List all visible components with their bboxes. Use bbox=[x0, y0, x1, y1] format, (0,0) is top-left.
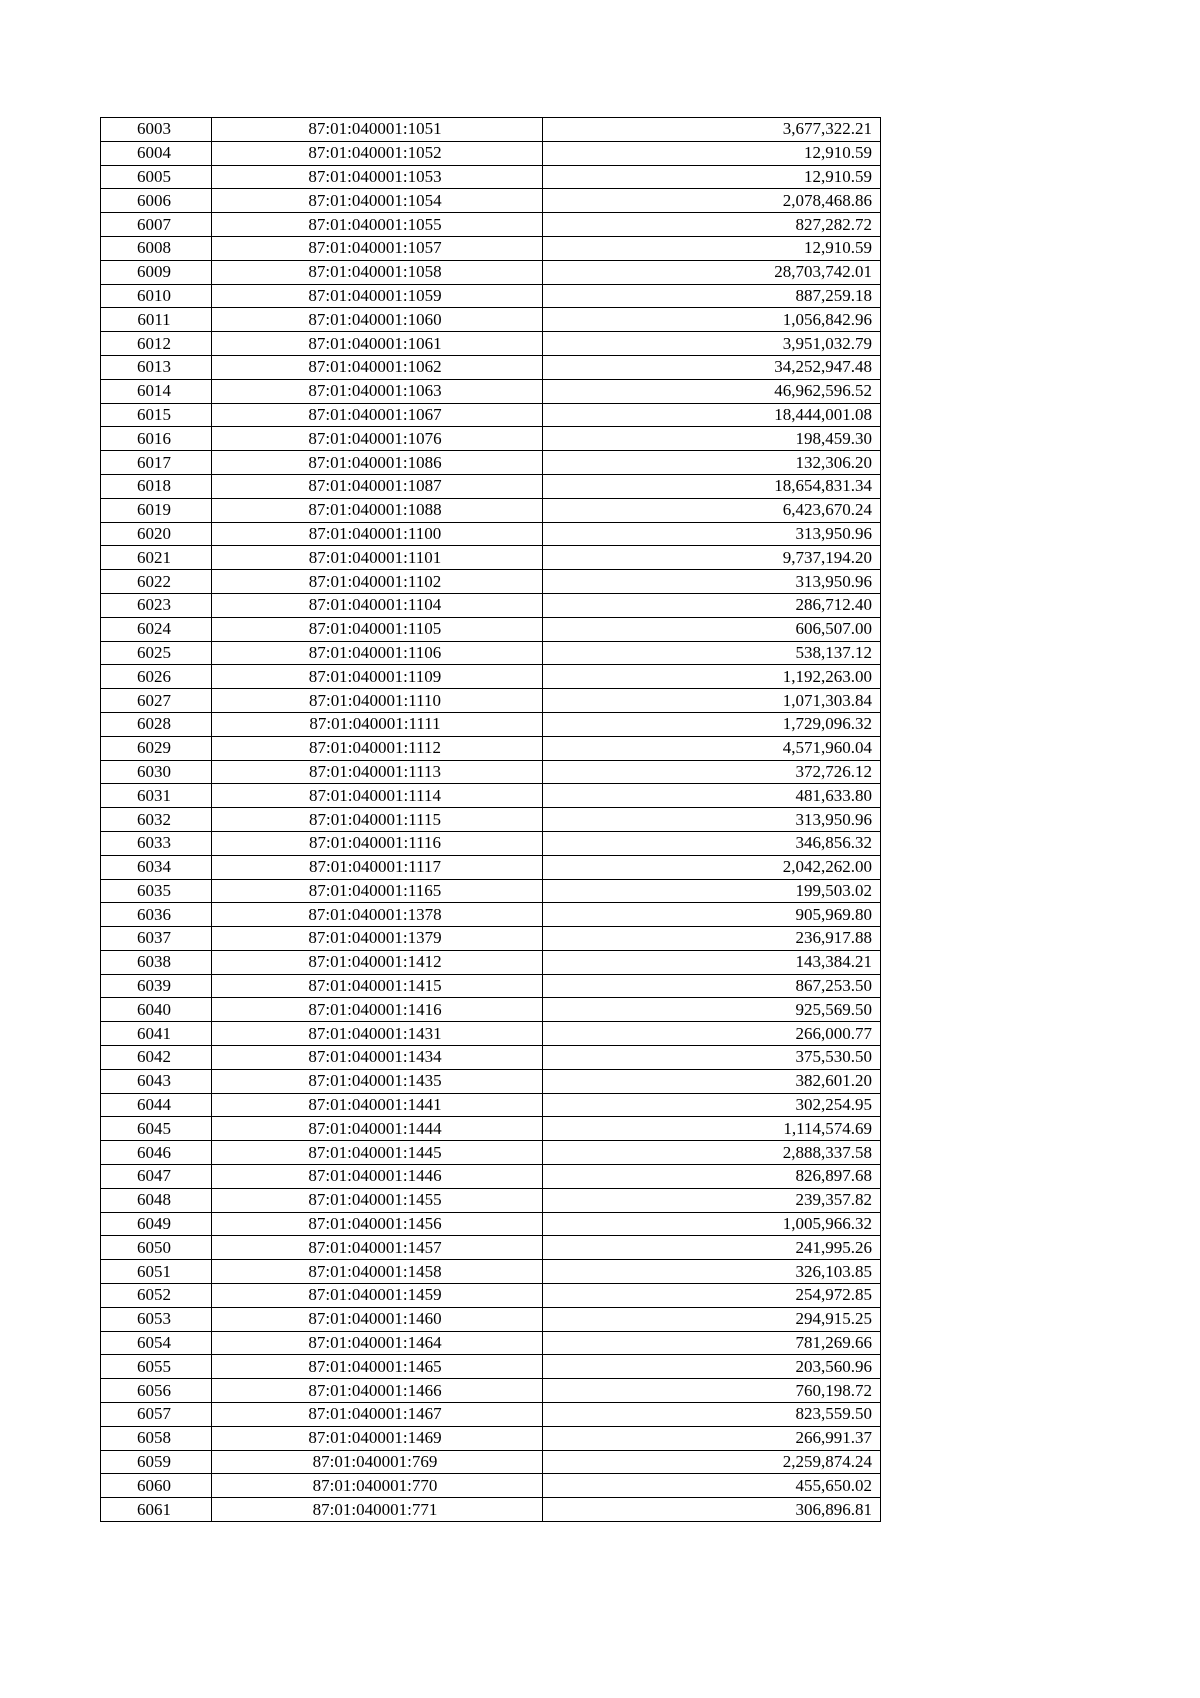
value-cell: 326,103.85 bbox=[543, 1260, 881, 1284]
table-row bbox=[101, 879, 881, 903]
row-number-cell: 6025 bbox=[101, 641, 212, 665]
value-cell: 286,712.40 bbox=[543, 593, 881, 617]
table-row bbox=[101, 808, 881, 832]
table-row bbox=[101, 903, 881, 927]
table-row bbox=[101, 617, 881, 641]
row-number-cell: 6035 bbox=[101, 879, 212, 903]
row-number-cell: 6006 bbox=[101, 189, 212, 213]
row-number-cell: 6055 bbox=[101, 1355, 212, 1379]
value-cell: 827,282.72 bbox=[543, 213, 881, 237]
value-cell: 606,507.00 bbox=[543, 617, 881, 641]
value-cell: 132,306.20 bbox=[543, 451, 881, 475]
table-row bbox=[101, 1355, 881, 1379]
value-cell: 241,995.26 bbox=[543, 1236, 881, 1260]
cadastral-number-cell: 87:01:040001:1058 bbox=[212, 260, 543, 284]
row-number-cell: 6003 bbox=[101, 118, 212, 142]
value-cell: 306,896.81 bbox=[543, 1498, 881, 1522]
table-row bbox=[101, 379, 881, 403]
table-row bbox=[101, 1165, 881, 1189]
cadastral-number-cell: 87:01:040001:1458 bbox=[212, 1260, 543, 1284]
cadastral-number-cell: 87:01:040001:1100 bbox=[212, 522, 543, 546]
value-cell: 1,071,303.84 bbox=[543, 689, 881, 713]
cadastral-number-cell: 87:01:040001:1104 bbox=[212, 593, 543, 617]
cadastral-number-cell: 87:01:040001:769 bbox=[212, 1450, 543, 1474]
row-number-cell: 6020 bbox=[101, 522, 212, 546]
cadastral-number-cell: 87:01:040001:1117 bbox=[212, 855, 543, 879]
table-row bbox=[101, 308, 881, 332]
cadastral-number-cell: 87:01:040001:1460 bbox=[212, 1307, 543, 1331]
row-number-cell: 6029 bbox=[101, 736, 212, 760]
table-row bbox=[101, 1498, 881, 1522]
row-number-cell: 6039 bbox=[101, 974, 212, 998]
value-cell: 826,897.68 bbox=[543, 1165, 881, 1189]
table-row bbox=[101, 332, 881, 356]
row-number-cell: 6045 bbox=[101, 1117, 212, 1141]
value-cell: 12,910.59 bbox=[543, 141, 881, 165]
value-cell: 455,650.02 bbox=[543, 1474, 881, 1498]
table-row bbox=[101, 1093, 881, 1117]
table-row bbox=[101, 689, 881, 713]
row-number-cell: 6041 bbox=[101, 1022, 212, 1046]
value-cell: 143,384.21 bbox=[543, 950, 881, 974]
value-cell: 266,000.77 bbox=[543, 1022, 881, 1046]
row-number-cell: 6004 bbox=[101, 141, 212, 165]
table-row bbox=[101, 736, 881, 760]
cadastral-number-cell: 87:01:040001:1109 bbox=[212, 665, 543, 689]
value-cell: 4,571,960.04 bbox=[543, 736, 881, 760]
value-cell: 18,444,001.08 bbox=[543, 403, 881, 427]
cadastral-number-cell: 87:01:040001:1431 bbox=[212, 1022, 543, 1046]
value-cell: 199,503.02 bbox=[543, 879, 881, 903]
cadastral-number-cell: 87:01:040001:1116 bbox=[212, 831, 543, 855]
value-cell: 823,559.50 bbox=[543, 1403, 881, 1427]
table-row bbox=[101, 1236, 881, 1260]
cadastral-number-cell: 87:01:040001:1434 bbox=[212, 1046, 543, 1070]
value-cell: 925,569.50 bbox=[543, 998, 881, 1022]
table-row bbox=[101, 189, 881, 213]
cadastral-number-cell: 87:01:040001:1054 bbox=[212, 189, 543, 213]
row-number-cell: 6047 bbox=[101, 1165, 212, 1189]
table-row bbox=[101, 355, 881, 379]
cadastral-number-cell: 87:01:040001:1444 bbox=[212, 1117, 543, 1141]
cadastral-number-cell: 87:01:040001:1062 bbox=[212, 355, 543, 379]
value-cell: 34,252,947.48 bbox=[543, 355, 881, 379]
value-cell: 887,259.18 bbox=[543, 284, 881, 308]
cadastral-number-cell: 87:01:040001:1455 bbox=[212, 1188, 543, 1212]
cadastral-value-table bbox=[100, 117, 881, 1522]
cadastral-number-cell: 87:01:040001:1435 bbox=[212, 1069, 543, 1093]
table-row bbox=[101, 784, 881, 808]
value-cell: 760,198.72 bbox=[543, 1379, 881, 1403]
cadastral-number-cell: 87:01:040001:1067 bbox=[212, 403, 543, 427]
value-cell: 3,951,032.79 bbox=[543, 332, 881, 356]
value-cell: 2,888,337.58 bbox=[543, 1141, 881, 1165]
cadastral-number-cell: 87:01:040001:1061 bbox=[212, 332, 543, 356]
table-row bbox=[101, 260, 881, 284]
cadastral-number-cell: 87:01:040001:1378 bbox=[212, 903, 543, 927]
value-cell: 382,601.20 bbox=[543, 1069, 881, 1093]
value-cell: 294,915.25 bbox=[543, 1307, 881, 1331]
row-number-cell: 6027 bbox=[101, 689, 212, 713]
row-number-cell: 6033 bbox=[101, 831, 212, 855]
row-number-cell: 6032 bbox=[101, 808, 212, 832]
row-number-cell: 6018 bbox=[101, 474, 212, 498]
table-row bbox=[101, 950, 881, 974]
table-row bbox=[101, 1403, 881, 1427]
value-cell: 266,991.37 bbox=[543, 1426, 881, 1450]
table-row bbox=[101, 665, 881, 689]
row-number-cell: 6054 bbox=[101, 1331, 212, 1355]
cadastral-number-cell: 87:01:040001:1412 bbox=[212, 950, 543, 974]
table-row bbox=[101, 1212, 881, 1236]
cadastral-number-cell: 87:01:040001:1086 bbox=[212, 451, 543, 475]
cadastral-number-cell: 87:01:040001:1465 bbox=[212, 1355, 543, 1379]
row-number-cell: 6026 bbox=[101, 665, 212, 689]
cadastral-number-cell: 87:01:040001:770 bbox=[212, 1474, 543, 1498]
cadastral-number-cell: 87:01:040001:1101 bbox=[212, 546, 543, 570]
cadastral-number-cell: 87:01:040001:1165 bbox=[212, 879, 543, 903]
table-row bbox=[101, 712, 881, 736]
cadastral-number-cell: 87:01:040001:1441 bbox=[212, 1093, 543, 1117]
cadastral-number-cell: 87:01:040001:1076 bbox=[212, 427, 543, 451]
table-row bbox=[101, 165, 881, 189]
cadastral-number-cell: 87:01:040001:1053 bbox=[212, 165, 543, 189]
table-row bbox=[101, 1188, 881, 1212]
value-cell: 1,005,966.32 bbox=[543, 1212, 881, 1236]
value-cell: 28,703,742.01 bbox=[543, 260, 881, 284]
cadastral-number-cell: 87:01:040001:1415 bbox=[212, 974, 543, 998]
value-cell: 18,654,831.34 bbox=[543, 474, 881, 498]
value-cell: 3,677,322.21 bbox=[543, 118, 881, 142]
row-number-cell: 6007 bbox=[101, 213, 212, 237]
table-row bbox=[101, 998, 881, 1022]
table-row bbox=[101, 974, 881, 998]
row-number-cell: 6058 bbox=[101, 1426, 212, 1450]
value-cell: 1,056,842.96 bbox=[543, 308, 881, 332]
row-number-cell: 6036 bbox=[101, 903, 212, 927]
row-number-cell: 6059 bbox=[101, 1450, 212, 1474]
value-cell: 313,950.96 bbox=[543, 808, 881, 832]
value-cell: 905,969.80 bbox=[543, 903, 881, 927]
table-row bbox=[101, 1117, 881, 1141]
row-number-cell: 6010 bbox=[101, 284, 212, 308]
cadastral-number-cell: 87:01:040001:1051 bbox=[212, 118, 543, 142]
value-cell: 1,114,574.69 bbox=[543, 1117, 881, 1141]
table-row bbox=[101, 855, 881, 879]
table-row bbox=[101, 522, 881, 546]
cadastral-number-cell: 87:01:040001:1446 bbox=[212, 1165, 543, 1189]
row-number-cell: 6051 bbox=[101, 1260, 212, 1284]
cadastral-number-cell: 87:01:040001:1063 bbox=[212, 379, 543, 403]
row-number-cell: 6016 bbox=[101, 427, 212, 451]
row-number-cell: 6017 bbox=[101, 451, 212, 475]
row-number-cell: 6043 bbox=[101, 1069, 212, 1093]
table-row bbox=[101, 1141, 881, 1165]
cadastral-number-cell: 87:01:040001:1113 bbox=[212, 760, 543, 784]
cadastral-number-cell: 87:01:040001:1464 bbox=[212, 1331, 543, 1355]
value-cell: 203,560.96 bbox=[543, 1355, 881, 1379]
value-cell: 1,729,096.32 bbox=[543, 712, 881, 736]
value-cell: 12,910.59 bbox=[543, 165, 881, 189]
value-cell: 313,950.96 bbox=[543, 522, 881, 546]
value-cell: 781,269.66 bbox=[543, 1331, 881, 1355]
cadastral-number-cell: 87:01:040001:771 bbox=[212, 1498, 543, 1522]
table-row bbox=[101, 284, 881, 308]
value-cell: 375,530.50 bbox=[543, 1046, 881, 1070]
cadastral-number-cell: 87:01:040001:1060 bbox=[212, 308, 543, 332]
table-row bbox=[101, 927, 881, 951]
value-cell: 2,042,262.00 bbox=[543, 855, 881, 879]
cadastral-number-cell: 87:01:040001:1110 bbox=[212, 689, 543, 713]
table-row bbox=[101, 474, 881, 498]
row-number-cell: 6060 bbox=[101, 1474, 212, 1498]
table-row bbox=[101, 498, 881, 522]
value-cell: 46,962,596.52 bbox=[543, 379, 881, 403]
table-row bbox=[101, 1069, 881, 1093]
cadastral-number-cell: 87:01:040001:1102 bbox=[212, 570, 543, 594]
cadastral-number-cell: 87:01:040001:1114 bbox=[212, 784, 543, 808]
row-number-cell: 6034 bbox=[101, 855, 212, 879]
table-row bbox=[101, 760, 881, 784]
row-number-cell: 6012 bbox=[101, 332, 212, 356]
row-number-cell: 6053 bbox=[101, 1307, 212, 1331]
row-number-cell: 6021 bbox=[101, 546, 212, 570]
row-number-cell: 6031 bbox=[101, 784, 212, 808]
table-row bbox=[101, 213, 881, 237]
value-cell: 372,726.12 bbox=[543, 760, 881, 784]
row-number-cell: 6052 bbox=[101, 1284, 212, 1308]
cadastral-number-cell: 87:01:040001:1111 bbox=[212, 712, 543, 736]
row-number-cell: 6024 bbox=[101, 617, 212, 641]
row-number-cell: 6037 bbox=[101, 927, 212, 951]
row-number-cell: 6049 bbox=[101, 1212, 212, 1236]
row-number-cell: 6046 bbox=[101, 1141, 212, 1165]
value-cell: 481,633.80 bbox=[543, 784, 881, 808]
cadastral-number-cell: 87:01:040001:1467 bbox=[212, 1403, 543, 1427]
row-number-cell: 6061 bbox=[101, 1498, 212, 1522]
table-row bbox=[101, 1260, 881, 1284]
row-number-cell: 6013 bbox=[101, 355, 212, 379]
cadastral-number-cell: 87:01:040001:1115 bbox=[212, 808, 543, 832]
table-row bbox=[101, 1331, 881, 1355]
cadastral-number-cell: 87:01:040001:1112 bbox=[212, 736, 543, 760]
value-cell: 6,423,670.24 bbox=[543, 498, 881, 522]
row-number-cell: 6008 bbox=[101, 236, 212, 260]
cadastral-number-cell: 87:01:040001:1106 bbox=[212, 641, 543, 665]
table-row bbox=[101, 1022, 881, 1046]
table-row bbox=[101, 451, 881, 475]
table-row bbox=[101, 236, 881, 260]
value-cell: 12,910.59 bbox=[543, 236, 881, 260]
cadastral-number-cell: 87:01:040001:1457 bbox=[212, 1236, 543, 1260]
value-cell: 254,972.85 bbox=[543, 1284, 881, 1308]
table-row bbox=[101, 1307, 881, 1331]
table-row bbox=[101, 1450, 881, 1474]
cadastral-number-cell: 87:01:040001:1059 bbox=[212, 284, 543, 308]
cadastral-number-cell: 87:01:040001:1087 bbox=[212, 474, 543, 498]
table-row bbox=[101, 570, 881, 594]
cadastral-number-cell: 87:01:040001:1055 bbox=[212, 213, 543, 237]
cadastral-number-cell: 87:01:040001:1466 bbox=[212, 1379, 543, 1403]
value-cell: 198,459.30 bbox=[543, 427, 881, 451]
table-row bbox=[101, 1474, 881, 1498]
table-row bbox=[101, 831, 881, 855]
cadastral-number-cell: 87:01:040001:1459 bbox=[212, 1284, 543, 1308]
value-cell: 313,950.96 bbox=[543, 570, 881, 594]
cadastral-number-cell: 87:01:040001:1469 bbox=[212, 1426, 543, 1450]
cadastral-number-cell: 87:01:040001:1057 bbox=[212, 236, 543, 260]
row-number-cell: 6011 bbox=[101, 308, 212, 332]
row-number-cell: 6009 bbox=[101, 260, 212, 284]
row-number-cell: 6028 bbox=[101, 712, 212, 736]
row-number-cell: 6023 bbox=[101, 593, 212, 617]
cadastral-number-cell: 87:01:040001:1105 bbox=[212, 617, 543, 641]
cadastral-number-cell: 87:01:040001:1416 bbox=[212, 998, 543, 1022]
table-body bbox=[101, 118, 881, 1522]
table-row bbox=[101, 118, 881, 142]
value-cell: 867,253.50 bbox=[543, 974, 881, 998]
cadastral-number-cell: 87:01:040001:1088 bbox=[212, 498, 543, 522]
cadastral-number-cell: 87:01:040001:1456 bbox=[212, 1212, 543, 1236]
table-row bbox=[101, 546, 881, 570]
row-number-cell: 6014 bbox=[101, 379, 212, 403]
value-cell: 9,737,194.20 bbox=[543, 546, 881, 570]
row-number-cell: 6015 bbox=[101, 403, 212, 427]
table-row bbox=[101, 1426, 881, 1450]
table-row bbox=[101, 403, 881, 427]
table-row bbox=[101, 1379, 881, 1403]
cadastral-number-cell: 87:01:040001:1052 bbox=[212, 141, 543, 165]
row-number-cell: 6038 bbox=[101, 950, 212, 974]
row-number-cell: 6050 bbox=[101, 1236, 212, 1260]
row-number-cell: 6057 bbox=[101, 1403, 212, 1427]
row-number-cell: 6042 bbox=[101, 1046, 212, 1070]
cadastral-number-cell: 87:01:040001:1379 bbox=[212, 927, 543, 951]
row-number-cell: 6056 bbox=[101, 1379, 212, 1403]
value-cell: 2,259,874.24 bbox=[543, 1450, 881, 1474]
value-cell: 236,917.88 bbox=[543, 927, 881, 951]
value-cell: 1,192,263.00 bbox=[543, 665, 881, 689]
value-cell: 239,357.82 bbox=[543, 1188, 881, 1212]
table-row bbox=[101, 1284, 881, 1308]
table-row bbox=[101, 427, 881, 451]
table-row bbox=[101, 1046, 881, 1070]
row-number-cell: 6040 bbox=[101, 998, 212, 1022]
table-row bbox=[101, 141, 881, 165]
row-number-cell: 6005 bbox=[101, 165, 212, 189]
table-row bbox=[101, 641, 881, 665]
value-cell: 2,078,468.86 bbox=[543, 189, 881, 213]
value-cell: 346,856.32 bbox=[543, 831, 881, 855]
cadastral-number-cell: 87:01:040001:1445 bbox=[212, 1141, 543, 1165]
value-cell: 538,137.12 bbox=[543, 641, 881, 665]
row-number-cell: 6019 bbox=[101, 498, 212, 522]
table-row bbox=[101, 593, 881, 617]
row-number-cell: 6030 bbox=[101, 760, 212, 784]
row-number-cell: 6044 bbox=[101, 1093, 212, 1117]
value-cell: 302,254.95 bbox=[543, 1093, 881, 1117]
row-number-cell: 6022 bbox=[101, 570, 212, 594]
row-number-cell: 6048 bbox=[101, 1188, 212, 1212]
